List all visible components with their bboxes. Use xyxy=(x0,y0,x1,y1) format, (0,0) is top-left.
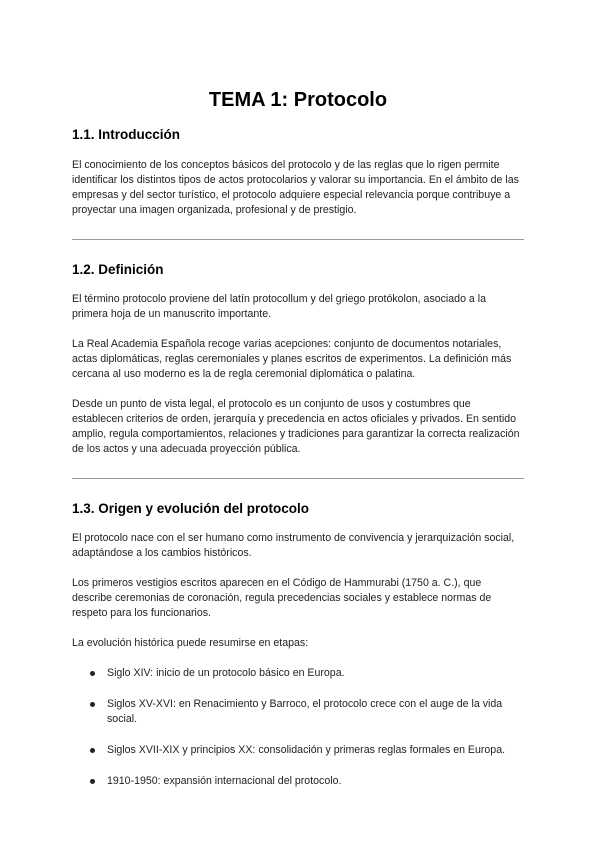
bullet-icon xyxy=(90,671,95,676)
document-title: TEMA 1: Protocolo xyxy=(208,89,388,111)
section-heading-definicion: 1.2. Definición xyxy=(72,262,164,277)
list-item xyxy=(72,743,524,758)
paragraph: El término protocolo proviene del latín protocollum y del griego protókolon, asociado a la primera hoja de un manuscrito importante. xyxy=(72,293,486,320)
paragraph: La Real Academia Española recoge varias acepciones: conjunto de documentos notariales, actas diplomáticas, reglas ceremoniales y planes escritos de experimentos. La definición más cercana al uso moderno es la de regla ceremonial diplomática o palatina. xyxy=(72,338,512,380)
paragraph: El conocimiento de los conceptos básicos del protocolo y de las reglas que lo rigen permite identificar los distintos tipos de actos protocolarios y valorar su importancia. En el ámbito de las empresas y del sector turístico, el protocolo adquiere especial relevancia porque contribuye a proyectar una imagen organizada, profesional y de prestigio. xyxy=(72,159,519,216)
paragraph: El protocolo nace con el ser humano como instrumento de convivencia y jerarquización social, adaptándose a los cambios históricos. xyxy=(72,532,515,559)
list-item xyxy=(72,697,524,727)
list-item xyxy=(72,666,524,681)
list-item-text: Siglos XVII-XIX y principios XX: consolidación y primeras reglas formales en Europa. xyxy=(107,744,506,756)
list-item-text: Siglo XIV: inicio de un protocolo básico en Europa. xyxy=(107,667,345,679)
paragraph: La evolución histórica puede resumirse en etapas: xyxy=(72,637,309,649)
bullet-icon xyxy=(90,779,95,784)
paragraph: Desde un punto de vista legal, el protocolo es un conjunto de usos y costumbres que establecen criterios de orden, jerarquía y precedencia en actos oficiales y privados. En sentido amplio, regula comportamientos, relaciones y tradiciones para garantizar la correcta realización de los actos y una adecuada proyección pública. xyxy=(72,398,520,455)
bullet-list xyxy=(72,666,524,789)
list-item-text: 1910-1950: expansión internacional del protocolo. xyxy=(107,775,342,787)
bullet-icon xyxy=(90,702,95,707)
list-item-text: Siglos XV-XVI: en Renacimiento y Barroco, el protocolo crece con el auge de la vida social. xyxy=(107,698,503,725)
section-heading-origen: 1.3. Origen y evolución del protocolo xyxy=(72,501,310,516)
list-item xyxy=(72,774,524,789)
paragraph: Los primeros vestigios escritos aparecen en el Código de Hammurabi (1750 a. C.), que describe ceremonias de coronación, regula precedencias sociales y establece normas de respeto para los funcionarios. xyxy=(72,577,492,619)
section-heading-introduccion: 1.1. Introducción xyxy=(72,127,181,142)
bullet-icon xyxy=(90,748,95,753)
section-divider xyxy=(72,239,524,240)
section-divider xyxy=(72,478,524,479)
